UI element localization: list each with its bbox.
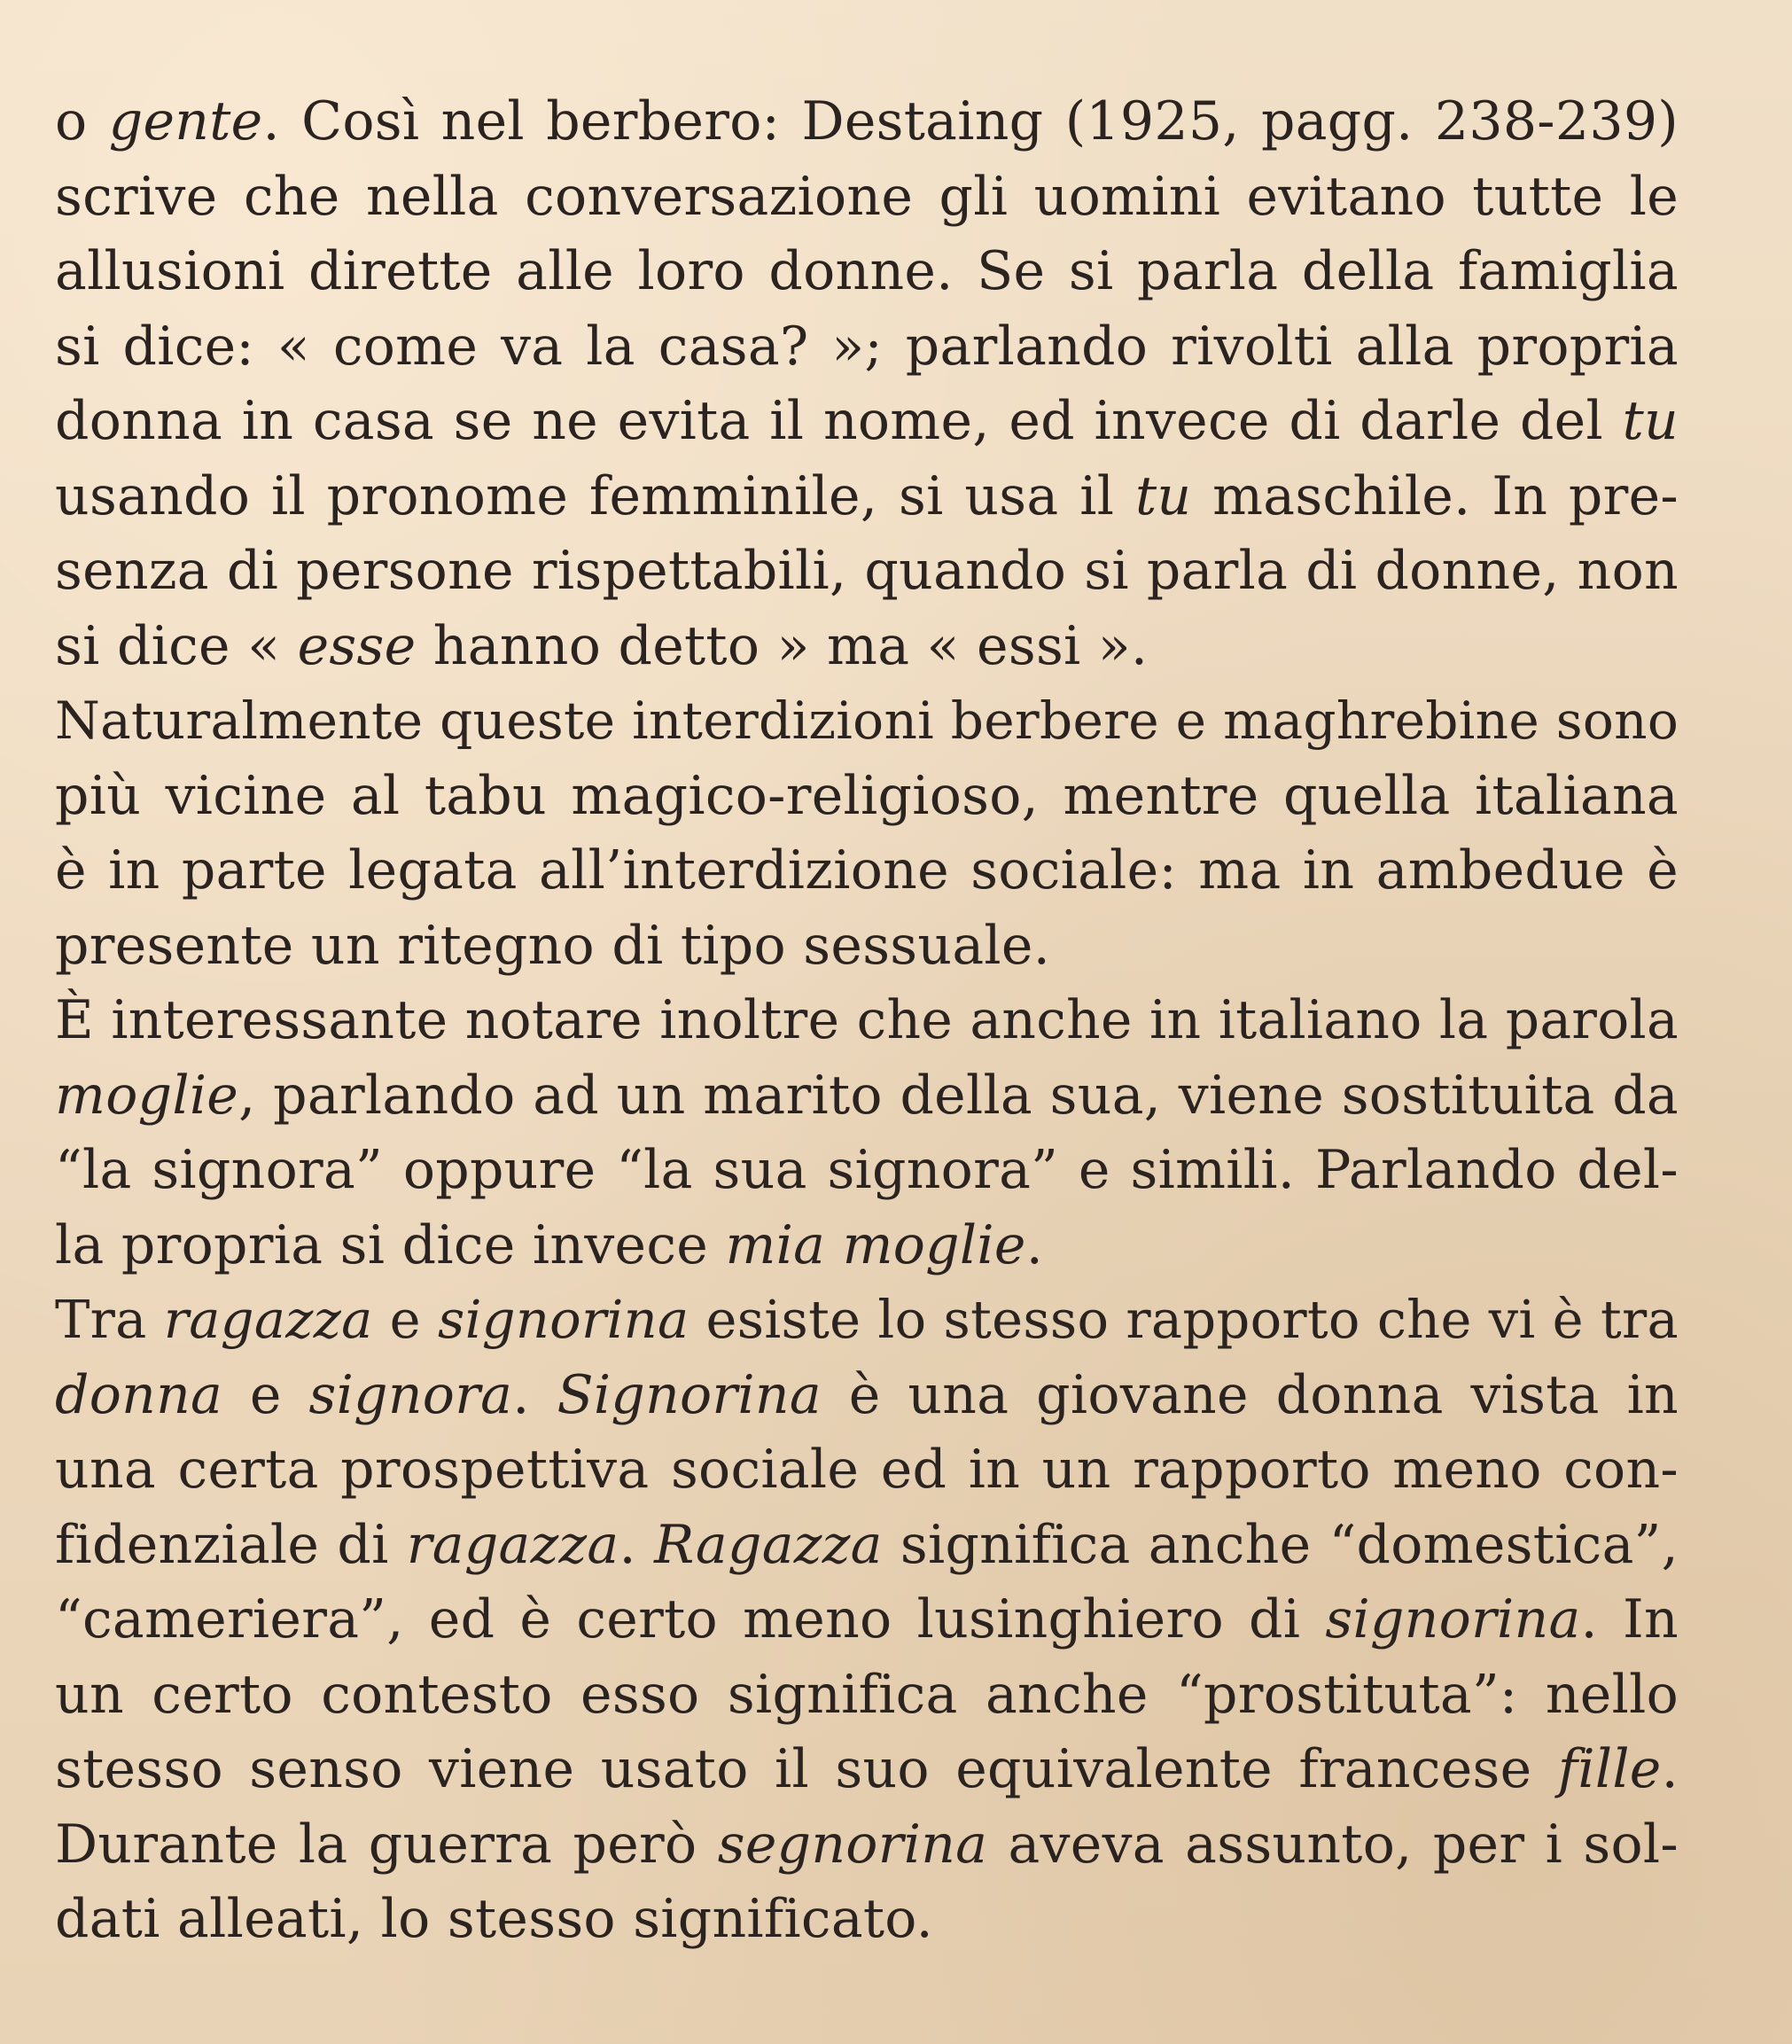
text-run: . xyxy=(1025,1213,1044,1276)
text-line xyxy=(55,309,1679,385)
text-line xyxy=(55,683,1679,759)
text-run: aveva assunto, per i sol- xyxy=(987,1813,1679,1876)
text-run: più vicine al tabu magico-religioso, mentre quella italiana xyxy=(55,764,1679,827)
italic-word: ragazza xyxy=(163,1289,373,1350)
italic-word: tu xyxy=(1622,390,1679,452)
text-line xyxy=(55,1658,1679,1733)
text-run: “la signora” oppure “la sua signora” e simili. Parlando del- xyxy=(55,1139,1679,1201)
text-line xyxy=(55,1133,1679,1208)
text-run: esiste lo stesso rapporto che vi è tra xyxy=(689,1289,1679,1350)
text-run: . xyxy=(1661,1738,1679,1800)
text-run: donna in casa se ne evita il nome, ed invece di darle del xyxy=(55,390,1623,452)
italic-word: Signorina xyxy=(557,1363,822,1426)
text-line xyxy=(55,384,1679,459)
text-run: e xyxy=(372,1289,438,1350)
text-run: è in parte legata all’interdizione sociale: ma in ambedue è xyxy=(55,839,1679,901)
text-run: significa anche “domestica”, xyxy=(882,1513,1679,1576)
text-run: e xyxy=(222,1363,309,1426)
italic-word: mia moglie xyxy=(725,1213,1026,1276)
text-run: fidenziale di xyxy=(55,1513,407,1576)
italic-word: donna xyxy=(55,1363,223,1426)
italic-word: ragazza xyxy=(406,1513,619,1576)
text-run: si dice « xyxy=(55,614,298,677)
text-run: allusioni dirette alle loro donne. Se si parla della famiglia xyxy=(55,240,1679,302)
text-line xyxy=(55,1807,1679,1883)
text-run: dati alleati, lo stesso significato. xyxy=(55,1888,934,1950)
italic-word: gente xyxy=(108,90,263,152)
text-run: senza di persone rispettabili, quando si parla di donne, non xyxy=(55,540,1679,602)
text-run: presente un ritegno di tipo sessuale. xyxy=(55,914,1051,977)
text-run: maschile. In pre- xyxy=(1191,464,1679,527)
text-run: un certo contesto esso significa anche “prostituta”: nello xyxy=(55,1663,1679,1726)
text-run: “cameriera”, ed è certo meno lusinghiero di xyxy=(55,1588,1326,1650)
text-run: Tra xyxy=(55,1289,164,1350)
italic-word: esse xyxy=(297,614,417,677)
book-page-text xyxy=(55,84,1679,2017)
text-line xyxy=(55,1882,1679,1957)
italic-word: fille xyxy=(1557,1738,1662,1800)
text-run: hanno detto » ma « essi ». xyxy=(416,614,1149,677)
text-run: usando il pronome femminile, si usa il xyxy=(55,464,1135,527)
text-line xyxy=(55,534,1679,609)
italic-word: moglie xyxy=(55,1064,239,1127)
text-run: la propria si dice invece xyxy=(55,1213,726,1276)
text-run: scrive che nella conversazione gli uomini evitano tutte le xyxy=(55,165,1679,228)
text-run: . xyxy=(512,1363,557,1426)
text-run: . In xyxy=(1580,1588,1679,1650)
text-line xyxy=(55,459,1679,534)
text-line xyxy=(55,1358,1679,1433)
text-line xyxy=(55,983,1679,1058)
italic-word: Ragazza xyxy=(654,1513,883,1576)
text-line xyxy=(55,234,1679,309)
text-run: si dice: « come va la casa? »; parlando rivolti alla propria xyxy=(55,315,1679,378)
text-line xyxy=(55,1432,1679,1508)
text-line xyxy=(55,1732,1679,1807)
text-run: . Così nel berbero: Destaing (1925, pagg. 238-239) xyxy=(262,90,1679,152)
italic-word: signorina xyxy=(437,1289,690,1350)
text-line xyxy=(55,1508,1679,1583)
text-line xyxy=(55,1582,1679,1658)
text-run: Naturalmente queste interdizioni berbere e maghrebine sono xyxy=(55,690,1679,751)
text-run: è una giovane donna vista in xyxy=(821,1363,1679,1426)
text-line xyxy=(55,833,1679,909)
italic-word: segnorina xyxy=(717,1813,988,1876)
text-run: , parlando ad un marito della sua, viene sostituita da xyxy=(238,1064,1679,1127)
italic-word: signora xyxy=(308,1363,513,1426)
text-run: stesso senso viene usato il suo equivalente francese xyxy=(55,1738,1558,1800)
text-line xyxy=(55,909,1679,984)
text-line xyxy=(55,84,1679,160)
text-run: . xyxy=(619,1513,655,1576)
text-run: Durante la guerra però xyxy=(55,1813,718,1876)
text-run: o xyxy=(55,90,109,152)
text-run: È interessante notare inoltre che anche in italiano la parola xyxy=(55,989,1679,1051)
text-line xyxy=(55,1058,1679,1134)
italic-word: tu xyxy=(1134,464,1192,527)
text-line xyxy=(55,759,1679,834)
italic-word: signorina xyxy=(1325,1588,1581,1650)
text-line xyxy=(55,160,1679,235)
text-line xyxy=(55,609,1679,684)
text-line xyxy=(55,1283,1679,1358)
text-line xyxy=(55,1208,1679,1283)
text-run: una certa prospettiva sociale ed in un rapporto meno con- xyxy=(55,1439,1679,1501)
